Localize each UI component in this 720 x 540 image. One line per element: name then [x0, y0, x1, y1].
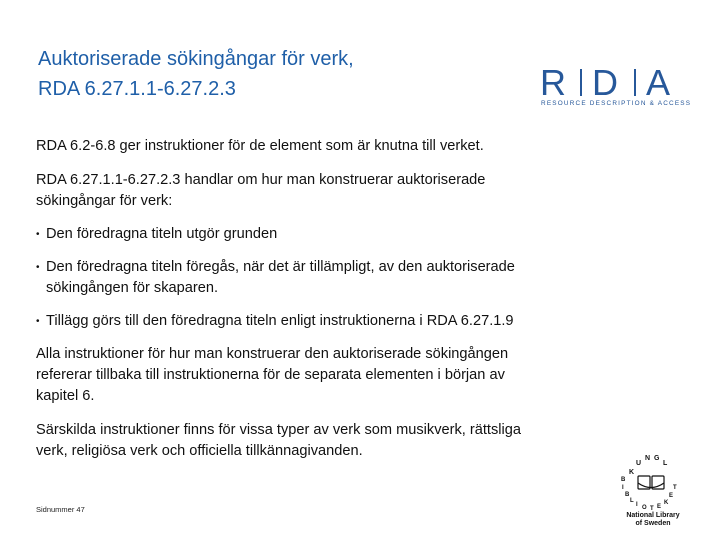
paragraph-intro-text: RDA 6.2-6.8 ger instruktioner för de element som är knutna till verket.: [36, 138, 484, 154]
kb-arc-letter: B: [621, 477, 626, 483]
slide-title-line-1: Auktoriserade sökingångar för verk,: [38, 48, 354, 70]
bullet-item-3-text: Tillägg görs till den föredragna titeln enligt instruktionerna i RDA 6.27.1.9: [46, 313, 514, 329]
paragraph-references-line-1: Alla instruktioner för hur man konstruerar den auktoriserade sökingången: [36, 346, 509, 362]
kb-arc-letter: I: [636, 502, 638, 508]
bullet-item-2-line-1: Den föredragna titeln föregås, när det är tillämpligt, av den auktoriserade: [46, 259, 515, 275]
bullet-item-1: [36, 224, 626, 245]
bullet-dot: •: [36, 316, 40, 327]
kb-arc-letter: B: [625, 492, 630, 498]
kb-emblem: [612, 452, 692, 514]
bullet-item-1-text: Den föredragna titeln utgör grunden: [46, 226, 278, 242]
paragraph-intro: [36, 136, 626, 157]
kb-arc-letter: G: [654, 455, 660, 462]
bullet-item-2: [36, 257, 626, 299]
kb-arc-letter: E: [669, 493, 674, 499]
paragraph-references-line-2: refererar tillbaka till instruktionerna för de separata elementen i början av: [36, 367, 505, 383]
rda-letter-r: R: [540, 64, 566, 100]
rda-letter-d: D: [592, 64, 618, 100]
kb-arc-letter: L: [663, 460, 668, 467]
rda-tagline: RESOURCE DESCRIPTION & ACCESS: [541, 100, 692, 107]
paragraph-references-line-3: kapitel 6.: [36, 388, 95, 404]
paragraph-overview-line-2: sökingångar för verk:: [36, 193, 173, 209]
paragraph-special-line-1: Särskilda instruktioner finns för vissa typer av verk som musikverk, rättsliga: [36, 422, 521, 438]
rda-letters-graphic: [536, 64, 686, 100]
bullet-dot: •: [36, 262, 40, 273]
kb-arc-letter: T: [673, 485, 677, 491]
slide-number: Sidnummer 47: [36, 505, 85, 514]
kb-arc-letter: K: [664, 500, 669, 506]
kb-book-icon: [638, 476, 664, 489]
kb-arc-letter: E: [657, 504, 662, 510]
rda-logo: [536, 64, 692, 114]
paragraph-overview-line-1: RDA 6.27.1.1-6.27.2.3 handlar om hur man konstruerar auktoriserade: [36, 172, 486, 188]
bullet-dot: •: [36, 229, 40, 240]
slide-title-line-2: RDA 6.27.1.1-6.27.2.3: [38, 78, 236, 100]
kb-arc-letter: T: [650, 506, 654, 512]
bullet-item-2-line-2: sökingången för skaparen.: [46, 280, 218, 296]
rda-letter-a: A: [646, 64, 671, 100]
slide-title: [38, 44, 508, 104]
kb-arc-letter: N: [645, 455, 651, 462]
kb-logo-line-1: National Library: [626, 512, 680, 519]
kb-arc-letter: O: [642, 505, 647, 511]
kb-logo-line-2: of Sweden: [635, 520, 671, 527]
paragraph-special-line-2: verk, religiösa verk och officiella tillkännagivanden.: [36, 443, 363, 459]
slide-body: [36, 136, 626, 475]
paragraph-references: [36, 344, 626, 407]
paragraph-overview: [36, 170, 626, 212]
kb-logo-text: [608, 512, 698, 528]
kb-arc-letter: L: [630, 498, 634, 504]
kb-arc-letter: U: [636, 460, 642, 467]
kb-arc-letter: K: [629, 469, 635, 476]
rda-divider-2: [634, 69, 636, 96]
kb-arc-letter: I: [622, 485, 624, 491]
rda-divider-1: [580, 69, 582, 96]
paragraph-special: [36, 420, 626, 462]
bullet-item-3: [36, 311, 626, 332]
